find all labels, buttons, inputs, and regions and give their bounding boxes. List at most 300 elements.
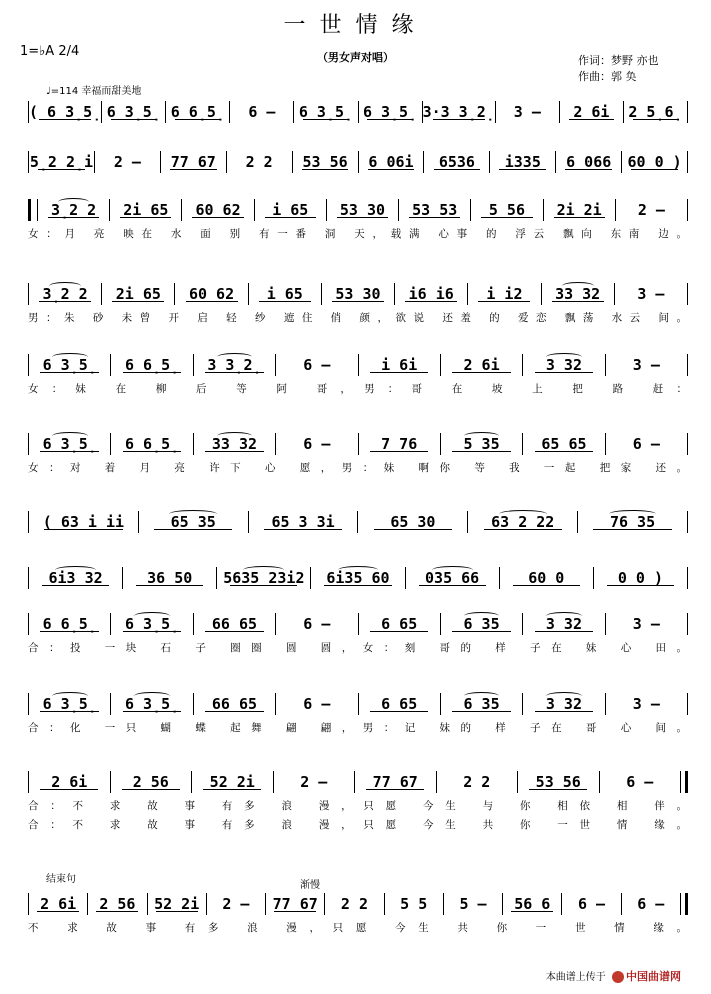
barline <box>687 151 688 173</box>
beam-line <box>554 217 605 218</box>
beam-line <box>405 301 457 302</box>
beam-line <box>433 119 485 120</box>
beam-line <box>535 711 594 712</box>
beam-line <box>48 217 99 218</box>
tempo-mark: ♩=114 幸福而甜美地 <box>46 86 142 97</box>
logo-icon <box>612 971 624 983</box>
measure <box>606 435 687 453</box>
barline <box>680 771 688 793</box>
beam-line <box>370 631 429 632</box>
notation-row <box>28 282 688 306</box>
measure <box>615 285 687 303</box>
measure <box>29 103 101 121</box>
lyric-line <box>28 797 688 813</box>
slur-arc <box>546 692 582 700</box>
beam-line <box>259 301 311 302</box>
measure-notes: 77 67 <box>170 153 216 171</box>
measure <box>111 435 192 453</box>
measure-notes: 6 – <box>632 435 660 453</box>
measure <box>523 435 604 453</box>
measure <box>38 201 109 219</box>
beam-line <box>205 631 264 632</box>
measure-notes: 33 32 <box>211 435 258 453</box>
measure-notes: 2 5̣6̣ <box>628 103 683 121</box>
measure-notes: 2 2 <box>463 773 491 791</box>
barline <box>687 354 688 376</box>
site-name: 中国曲谱网 <box>626 970 681 983</box>
measure <box>276 695 357 713</box>
beam-line <box>40 789 98 790</box>
measure-notes: 6 – <box>303 435 331 453</box>
beam-line <box>511 911 553 912</box>
barline <box>28 199 38 221</box>
beam-line <box>593 529 671 530</box>
beam-line <box>205 711 264 712</box>
beam-line <box>44 529 122 530</box>
measure <box>444 895 502 913</box>
measure <box>468 285 540 303</box>
measure <box>359 153 424 171</box>
beam-line <box>569 119 614 120</box>
beam-line <box>37 911 79 912</box>
measure-notes: 6536 <box>438 153 475 171</box>
beam-line <box>205 451 264 452</box>
measure-notes: 66 65 <box>211 615 258 633</box>
measure <box>194 695 275 713</box>
measure-notes: 36 50 <box>147 569 193 587</box>
measure <box>622 895 680 913</box>
measure-notes: 5635 23i2 <box>223 569 305 587</box>
measure-notes: 6 – <box>626 773 654 791</box>
measure <box>139 513 248 531</box>
measure-notes: 3 32 <box>545 356 582 374</box>
measure-notes: i 65 <box>266 285 303 303</box>
measure-notes: 6 3̣5̣ <box>106 103 161 121</box>
measure-notes: i335 <box>504 153 541 171</box>
measure <box>441 615 522 633</box>
measure <box>29 615 110 633</box>
notation-row <box>28 770 688 794</box>
measure <box>441 695 522 713</box>
beam-line <box>136 585 203 586</box>
measure <box>359 356 440 374</box>
measure <box>322 285 394 303</box>
measure-notes: 6 35 <box>463 695 500 713</box>
measure <box>102 103 165 121</box>
beam-line <box>123 711 182 712</box>
measure-notes: 7 76 <box>381 435 418 453</box>
measure <box>523 615 604 633</box>
score-system <box>28 353 688 396</box>
measure-notes: i 65 <box>272 201 309 219</box>
slur-arc <box>169 510 217 518</box>
measure-notes: 6 – <box>577 895 606 913</box>
measure <box>294 103 357 121</box>
beam-line <box>154 529 232 530</box>
slur-arc <box>464 432 500 440</box>
beam-line <box>96 911 138 912</box>
measure-notes: 6 35 <box>463 615 500 633</box>
beam-line <box>552 301 604 302</box>
beam-line <box>39 119 91 120</box>
measure-notes: 035 66 <box>425 569 480 587</box>
footer-text: 本曲谱上传于 <box>545 972 606 983</box>
measure <box>88 895 146 913</box>
measure-notes: 2 6i <box>51 773 88 791</box>
key-signature: 1=♭A 2/4 <box>20 44 80 59</box>
beam-line <box>481 217 532 218</box>
measure-notes: 5̣2 2̣i <box>29 153 94 171</box>
beam-line <box>156 911 198 912</box>
measure <box>385 895 443 913</box>
notation-row <box>28 100 688 124</box>
measure-notes: 53 56 <box>535 773 581 791</box>
measure-notes: 53 56 <box>302 153 348 171</box>
slur-arc <box>546 612 582 620</box>
lyric-line <box>28 719 688 735</box>
measure-notes: 6 6̣5̣ <box>124 356 180 374</box>
beam-line <box>111 119 156 120</box>
measure <box>123 569 216 587</box>
measure <box>274 773 355 791</box>
measure-notes: 3 3̣2̣ <box>207 356 262 374</box>
measure <box>29 356 110 374</box>
measure-notes: 65 3 3i <box>271 513 335 531</box>
measure <box>111 773 192 791</box>
measure <box>194 356 275 374</box>
beam-line <box>264 529 342 530</box>
measure-notes: 53 30 <box>339 201 386 219</box>
beam-line <box>122 789 180 790</box>
measure <box>496 103 559 121</box>
measure-notes: 6 – <box>303 615 331 633</box>
measure-notes: 6 3̣5̣ <box>298 103 354 121</box>
barline <box>687 101 688 123</box>
measure-notes: 2 – <box>637 201 665 219</box>
measure <box>556 153 621 171</box>
measure-notes: 2 – <box>222 895 250 913</box>
measure <box>266 895 324 913</box>
beam-line <box>535 372 594 373</box>
measure <box>29 513 138 531</box>
beam-line <box>123 631 182 632</box>
lyric-text: 女：月 亮 映在 水 面 别 有一番 洞 天，载满 心事 的 浮云 飘向 东南 边。 <box>28 227 688 240</box>
barline <box>687 433 688 455</box>
beam-line <box>419 585 486 586</box>
measure-notes: 60 0 ) <box>627 153 682 171</box>
score-system <box>28 150 688 174</box>
slur-arc <box>243 566 284 574</box>
measure-notes: 6 6̣5̣ <box>42 615 97 633</box>
measure <box>148 895 206 913</box>
measure <box>359 435 440 453</box>
slur-arc <box>562 282 594 290</box>
measure <box>311 569 404 587</box>
measure-notes: 3 32 <box>545 615 582 633</box>
measure <box>111 695 192 713</box>
measure-notes: 52 2i <box>209 773 255 791</box>
footer <box>546 968 681 984</box>
measure-notes: i6 i6 <box>408 285 454 303</box>
beam-line <box>230 585 297 586</box>
measure <box>327 201 398 219</box>
measure-notes: 6 – <box>248 103 276 121</box>
measure <box>399 201 470 219</box>
composer-credit: 作曲：郭 奂 <box>578 70 637 83</box>
measure-notes: 6 3̣5̣ <box>42 435 97 453</box>
beam-line <box>366 789 424 790</box>
measure <box>500 569 593 587</box>
measure <box>276 356 357 374</box>
measure <box>111 356 192 374</box>
measure-notes: 6 06i <box>368 153 414 171</box>
slur-arc <box>546 353 582 361</box>
slur-arc <box>52 353 88 361</box>
notation-row <box>28 692 688 716</box>
barline <box>680 893 688 915</box>
measure <box>175 285 247 303</box>
beam-line <box>332 301 384 302</box>
beam-line <box>40 372 99 373</box>
barline <box>687 693 688 715</box>
notation-row <box>28 353 688 377</box>
lyric-text: 女：妹 在 柳 后 等 阿 哥，男：哥 在 坡 上 把 路 赶： <box>28 382 688 395</box>
measure-notes: 65 30 <box>390 513 436 531</box>
beam-line <box>409 217 460 218</box>
measure-notes: 2i 65 <box>123 201 169 219</box>
measure-notes: 77 67 <box>372 773 418 791</box>
song-title: 一世情缘 <box>283 13 428 38</box>
measure <box>355 773 436 791</box>
measure <box>490 153 555 171</box>
measure <box>471 201 542 219</box>
slur-arc <box>432 566 473 574</box>
measure <box>359 103 422 121</box>
lyric-line <box>28 816 688 832</box>
lyric-text: 合：不 求 故 事 有多 浪 漫，只愿 今生 与 你 相依 相 伴。 <box>28 799 688 812</box>
beam-line <box>39 301 91 302</box>
lyric-line <box>28 380 688 396</box>
beam-line <box>535 631 594 632</box>
notation-row <box>28 612 688 636</box>
lyric-text: 合：投 一块 石 子 圈圈 圆 圆，女：刻 哥的 样 子在 妹 心 田。 <box>28 641 688 654</box>
measure-notes: 6 – <box>303 695 331 713</box>
measure-notes: 3 32 <box>545 695 582 713</box>
measure <box>230 103 293 121</box>
barline <box>687 613 688 635</box>
slur-arc <box>464 612 500 620</box>
beam-line <box>499 169 546 170</box>
slowing-label: 渐慢 <box>300 880 320 891</box>
beam-line <box>565 169 612 170</box>
beam-line <box>631 169 678 170</box>
measure <box>29 153 94 171</box>
score-system <box>28 566 688 590</box>
measure-notes: 6 3̣5̣ <box>42 695 97 713</box>
slur-arc <box>52 692 88 700</box>
beam-line <box>452 451 511 452</box>
slur-arc <box>217 353 253 361</box>
measure <box>423 103 495 121</box>
measure <box>523 356 604 374</box>
measure <box>276 615 357 633</box>
measure <box>325 895 383 913</box>
beam-line <box>38 169 85 170</box>
measure-notes: 6 6̣5̣ <box>170 103 225 121</box>
measure-notes: 5 56 <box>488 201 525 219</box>
barline <box>687 283 688 305</box>
measure <box>276 435 357 453</box>
lyric-text: 女：对 着 月 亮 许下 心 愿，男：妹 啊你 等 我 一起 把家 还。 <box>28 461 688 474</box>
measure <box>606 356 687 374</box>
lyric-line <box>28 459 688 475</box>
measure-notes: 6 066 <box>566 153 612 171</box>
beam-line <box>123 451 182 452</box>
measure <box>29 895 87 913</box>
beam-line <box>186 301 238 302</box>
measure <box>542 285 614 303</box>
score-system <box>28 510 688 534</box>
measure-notes: 6 3̣5̣ <box>124 695 180 713</box>
score-system <box>28 612 688 655</box>
measure <box>468 513 577 531</box>
lyricist-credit: 作词：梦野 亦也 <box>578 54 659 67</box>
measure-notes: 6i35 60 <box>326 569 390 587</box>
measure-notes: 53 30 <box>335 285 381 303</box>
slur-arc <box>134 692 170 700</box>
beam-line <box>265 217 316 218</box>
beam-line <box>120 217 171 218</box>
beam-line <box>123 372 182 373</box>
notation-row <box>28 432 688 456</box>
measure-notes: 2 6i <box>573 103 610 121</box>
beam-line <box>303 119 348 120</box>
measure-notes: 0 0 ) <box>617 569 663 587</box>
beam-line <box>40 631 99 632</box>
measure <box>161 153 226 171</box>
beam-line <box>40 451 99 452</box>
measure <box>29 435 110 453</box>
measure <box>395 285 467 303</box>
measure-notes: 2 56 <box>99 895 136 913</box>
beam-line <box>40 711 99 712</box>
slur-arc <box>55 566 96 574</box>
site-logo[interactable] <box>612 968 681 984</box>
measure-notes: 60 62 <box>195 201 241 219</box>
measure <box>359 695 440 713</box>
measure <box>606 695 687 713</box>
measure-notes: 2i 65 <box>115 285 161 303</box>
lyric-text: 不 求 故 事 有多 浪 漫，只愿 今生 共 你 一 世 情 缘。 <box>28 921 688 934</box>
measure <box>227 153 292 171</box>
beam-line <box>192 217 243 218</box>
measure-notes: 52 2i <box>154 895 200 913</box>
measure-notes: 6 – <box>637 895 665 913</box>
measure-notes: 6 3̣5̣ <box>124 615 180 633</box>
measure <box>424 153 489 171</box>
lyric-line <box>28 225 688 241</box>
measure <box>166 103 229 121</box>
measure-notes: i 6i <box>381 356 418 374</box>
beam-line <box>452 372 511 373</box>
measure-notes: 3̣2 2 <box>51 201 97 219</box>
measure-notes: 2 – <box>113 153 141 171</box>
measure <box>562 895 620 913</box>
measure-notes: 3·3 3̣2̣ <box>422 103 495 121</box>
notation-row <box>28 198 688 222</box>
measure-notes: 5 35 <box>463 435 500 453</box>
measure <box>406 569 499 587</box>
measure <box>624 103 687 121</box>
measure-notes: i i2 <box>486 285 523 303</box>
measure-notes: 77 67 <box>272 895 318 913</box>
measure-notes: 65 35 <box>170 513 216 531</box>
beam-line <box>112 301 164 302</box>
beam-line <box>452 631 511 632</box>
measure <box>441 356 522 374</box>
slur-arc <box>52 432 88 440</box>
measure <box>249 513 358 531</box>
measure-notes: 3 – <box>632 695 660 713</box>
beam-line <box>633 119 678 120</box>
beam-line <box>513 585 580 586</box>
slur-arc <box>609 510 657 518</box>
lyric-text: 合：不 求 故 事 有多 浪 漫，只愿 今生 共 你 一世 情 缘。 <box>28 818 688 831</box>
beam-line <box>368 169 415 170</box>
barline <box>687 511 688 533</box>
measure-notes: 6 65 <box>381 695 418 713</box>
beam-line <box>607 585 674 586</box>
measure-notes: 6 3̣5̣ <box>362 103 418 121</box>
measure-notes: 5 5 <box>400 895 428 913</box>
beam-line <box>203 789 261 790</box>
measure-notes: 6i3 32 <box>48 569 103 587</box>
slur-arc <box>499 510 547 518</box>
measure-notes: 3 – <box>632 356 660 374</box>
measure-notes: 76 35 <box>609 513 656 531</box>
measure-notes: 6 – <box>303 356 331 374</box>
barline <box>687 567 688 589</box>
subtitle: （男女声对唱） <box>317 51 394 64</box>
measure <box>29 285 101 303</box>
measure <box>255 201 326 219</box>
measure-notes: 3 – <box>513 103 541 121</box>
beam-line <box>42 585 109 586</box>
measure-notes: 33 32 <box>555 285 601 303</box>
beam-line <box>337 217 388 218</box>
lyric-line <box>28 309 688 325</box>
beam-line <box>324 585 391 586</box>
measure <box>622 153 687 171</box>
notation-row <box>28 150 688 174</box>
measure-notes: 56 6 <box>514 895 551 913</box>
measure-notes: 3 – <box>632 615 660 633</box>
measure-notes: ( 6 3̣5̣ <box>29 103 102 121</box>
measure-notes: 2 – <box>300 773 328 791</box>
beam-line <box>205 372 264 373</box>
measure <box>437 773 518 791</box>
measure-notes: 65 65 <box>541 435 587 453</box>
measure-notes: 6 6̣5̣ <box>124 435 180 453</box>
measure <box>600 773 681 791</box>
measure-notes: 60 0 <box>528 569 565 587</box>
measure <box>29 569 122 587</box>
measure-notes: 6 3̣5̣ <box>42 356 97 374</box>
measure-notes: 2i 2i <box>556 201 602 219</box>
measure <box>358 513 467 531</box>
measure <box>544 201 615 219</box>
measure <box>293 153 358 171</box>
